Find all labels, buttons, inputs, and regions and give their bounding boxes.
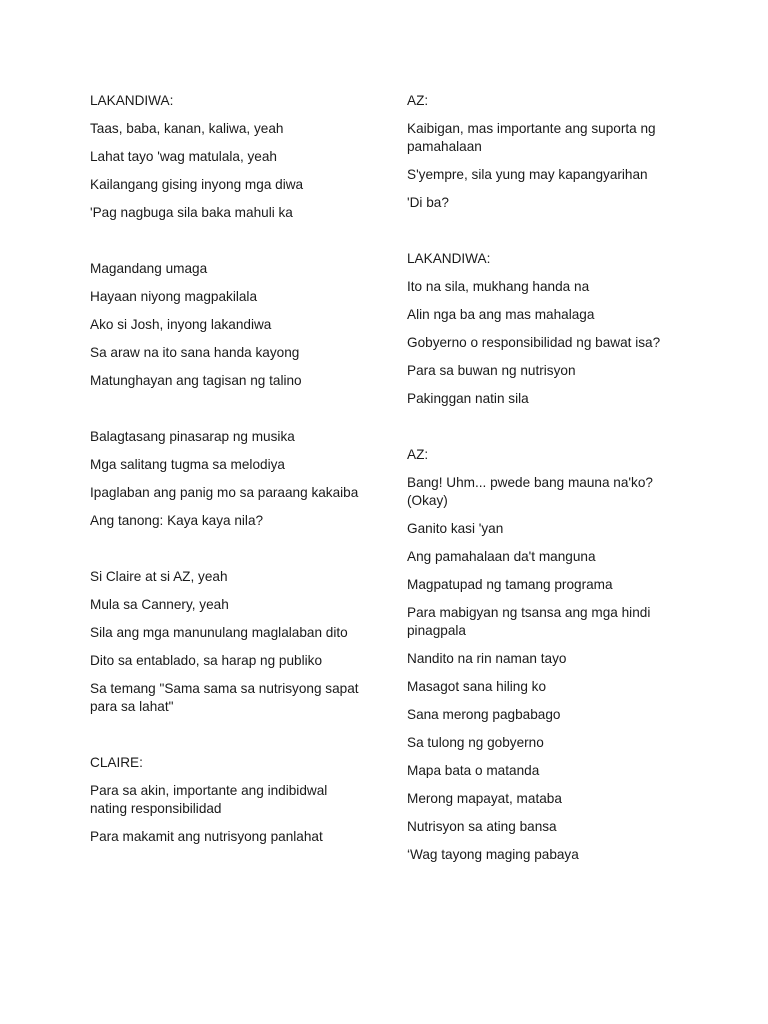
stanza-break: [90, 232, 365, 260]
lyric-line: Masagot sana hiling ko: [407, 679, 547, 694]
left-column: [90, 92, 365, 856]
lyric-line: Sa temang "Sama sama sa nutrisyong sapat para sa lahat": [90, 681, 359, 714]
lyric-line: Para sa buwan ng nutrisyon: [407, 363, 576, 378]
speaker-label: AZ:: [407, 93, 429, 108]
lyric-line: Para sa akin, importante ang indibidwal nating responsibilidad: [90, 783, 328, 816]
lyric-line: Sila ang mga manunulang maglalaban dito: [90, 625, 348, 640]
lyric-line: Para makamit ang nutrisyong panlahat: [90, 829, 323, 844]
lyric-line: Kailangang gising inyong mga diwa: [90, 177, 304, 192]
stanza-break: [90, 540, 365, 568]
lyric-line: 'Pag nagbuga sila baka mahuli ka: [90, 205, 293, 220]
lyric-line: Alin nga ba ang mas mahalaga: [407, 307, 595, 322]
lyric-line: Mula sa Cannery, yeah: [90, 597, 229, 612]
lyric-line: Sana merong pagbabago: [407, 707, 561, 722]
lyric-line: Nandito na rin naman tayo: [407, 651, 567, 666]
lyric-line: Ako si Josh, inyong lakandiwa: [90, 317, 272, 332]
lyric-line: Kaibigan, mas importante ang suporta ng pamahalaan: [407, 121, 656, 154]
speaker-label: AZ:: [407, 447, 429, 462]
lyric-line: Lahat tayo 'wag matulala, yeah: [90, 149, 277, 164]
lyric-line: Ganito kasi 'yan: [407, 521, 504, 536]
lyric-line: Ang tanong: Kaya kaya nila?: [90, 513, 264, 528]
lyric-line: Magpatupad ng tamang programa: [407, 577, 613, 592]
lyric-line: ‘Wag tayong maging pabaya: [407, 847, 579, 862]
speaker-label: LAKANDIWA:: [407, 251, 491, 266]
lyric-line: Sa araw na ito sana handa kayong: [90, 345, 300, 360]
speaker-label: LAKANDIWA:: [90, 93, 174, 108]
lyric-line: Dito sa entablado, sa harap ng publiko: [90, 653, 323, 668]
lyric-line: Taas, baba, kanan, kaliwa, yeah: [90, 121, 284, 136]
lyric-line: Pakinggan natin sila: [407, 391, 529, 406]
lyric-line: Ito na sila, mukhang handa na: [407, 279, 590, 294]
lyric-line: Hayaan niyong magpakilala: [90, 289, 258, 304]
lyric-line: 'Di ba?: [407, 195, 449, 210]
lyric-line: Magandang umaga: [90, 261, 208, 276]
lyric-line: Balagtasang pinasarap ng musika: [90, 429, 295, 444]
stanza-break: [407, 222, 682, 250]
lyric-line: Ipaglaban ang panig mo sa paraang kakaiba: [90, 485, 359, 500]
stanza-break: [90, 726, 365, 754]
speaker-label: CLAIRE:: [90, 755, 143, 770]
lyric-line: Sa tulong ng gobyerno: [407, 735, 544, 750]
lyric-line: Mapa bata o matanda: [407, 763, 540, 778]
lyric-line: Bang! Uhm... pwede bang mauna na'ko? (Okay): [407, 475, 653, 508]
lyric-line: Nutrisyon sa ating bansa: [407, 819, 557, 834]
lyric-line: Matunghayan ang tagisan ng talino: [90, 373, 302, 388]
lyric-line: Merong mapayat, mataba: [407, 791, 562, 806]
stanza-break: [90, 400, 365, 428]
right-column: [407, 92, 682, 874]
lyric-line: Para mabigyan ng tsansa ang mga hindi pinagpala: [407, 605, 651, 638]
lyric-line: Mga salitang tugma sa melodiya: [90, 457, 285, 472]
lyric-line: S'yempre, sila yung may kapangyarihan: [407, 167, 648, 182]
stanza-break: [407, 418, 682, 446]
lyric-line: Ang pamahalaan da't manguna: [407, 549, 596, 564]
lyric-line: Gobyerno o responsibilidad ng bawat isa?: [407, 335, 661, 350]
lyric-line: Si Claire at si AZ, yeah: [90, 569, 228, 584]
